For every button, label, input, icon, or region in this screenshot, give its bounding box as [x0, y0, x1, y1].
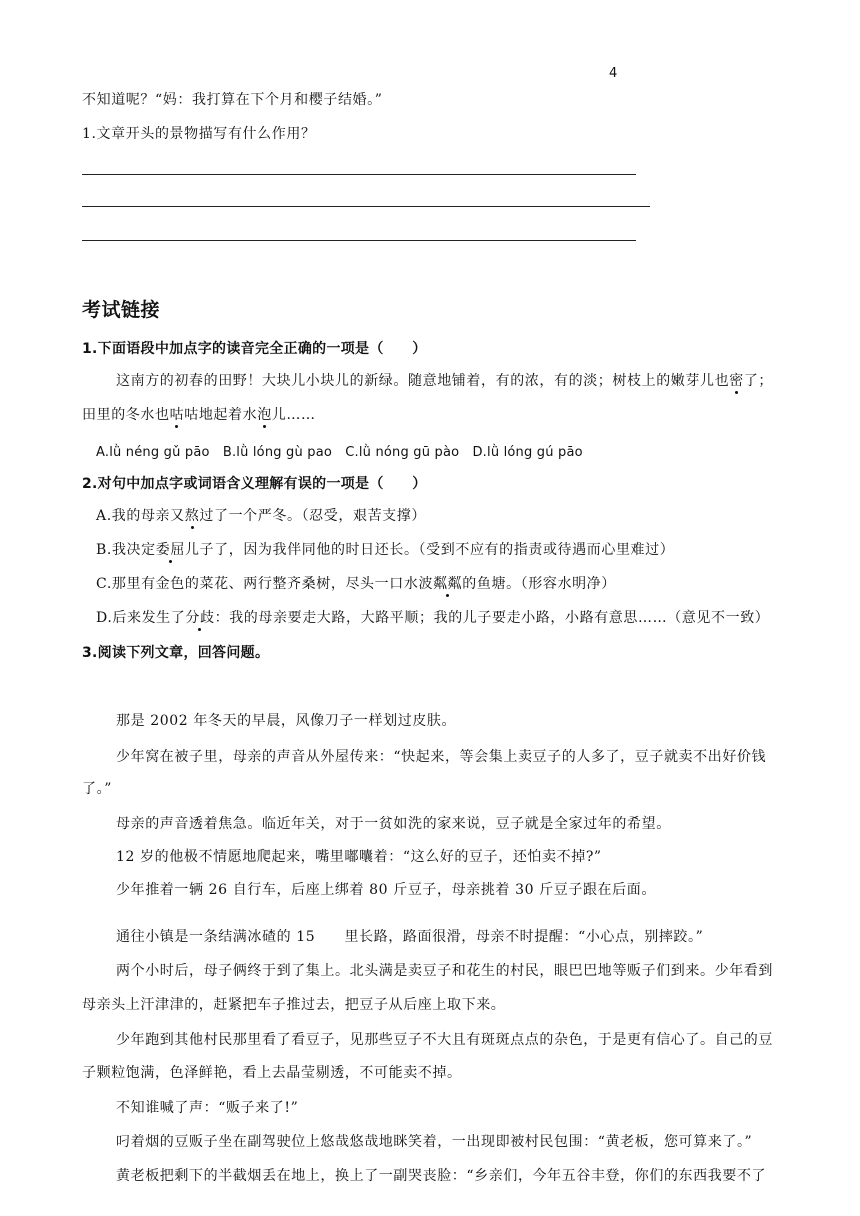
- answer-line-3: [82, 240, 636, 241]
- article-paragraph: 那是 2002 年冬天的早晨，风像刀子一样划过皮肤。: [116, 713, 457, 729]
- article-paragraph: 两个小时后，母子俩终于到了集上。北头满是卖豆子和花生的村民，眼巴巴地等贩子们到来。少年看到: [116, 963, 773, 979]
- dotted-char: 密: [729, 370, 744, 390]
- dotted-char: 粼粼: [433, 573, 462, 593]
- article-paragraph: 黄老板把剩下的半截烟丢在地上，换上了一副哭丧脸：“乡亲们，今年五谷丰登，你们的东西我要不了: [116, 1168, 767, 1184]
- q2-option-d: [96, 607, 769, 627]
- article-paragraph: 少年窝在被子里，母亲的声音从外屋传来：“快起来，等会集上卖豆子的人多了，豆子就卖不出好价钱: [116, 749, 767, 765]
- q1-options: A.lǜ néng gǔ pāo B.lǜ lóng gù pao C.lǜ nóng gū pào D.lǜ lóng gú pāo: [96, 445, 583, 460]
- intro-line: 不知道呢？“妈：我打算在下个月和樱子结婚。”: [82, 92, 383, 108]
- q1-passage-text: 咕地起着水: [184, 407, 258, 423]
- article-paragraph: 12 岁的他极不情愿地爬起来，嘴里嘟囔着：“这么好的豆子，还怕卖不掉?”: [116, 849, 602, 865]
- article-paragraph: 母亲的声音透着焦急。临近年关，对于一贫如洗的家来说，豆子就是全家过年的希望。: [116, 816, 671, 832]
- dotted-char: 分歧: [185, 607, 214, 627]
- q1-passage-text: 儿……: [271, 407, 316, 423]
- dotted-char: 委屈: [156, 539, 185, 559]
- article-paragraph: 少年跑到其他村民那里看了看豆子，见那些豆子不大且有斑斑点点的杂色，于是更有信心了。自己的豆: [116, 1032, 773, 1048]
- option-text: D.后来发生了: [96, 610, 186, 626]
- article-paragraph: 不知谁喊了声：“贩子来了!”: [116, 1100, 299, 1116]
- answer-line-1: [82, 174, 636, 175]
- answer-line-2: [82, 206, 650, 207]
- article-paragraph: 母亲头上汗津津的，赶紧把车子推过去，把豆子从后座上取下来。: [82, 997, 506, 1013]
- q2-option-b: [96, 539, 674, 559]
- dotted-char: 泡: [257, 404, 272, 424]
- q1-stem: 1.下面语段中加点字的读音完全正确的一项是（ ）: [82, 341, 427, 357]
- article-paragraph: 少年推着一辆 26 自行车，后座上绑着 80 斤豆子，母亲挑着 30 斤豆子跟在后面。: [116, 882, 656, 898]
- option-text: C.那里有金色的菜花、两行整齐桑树，尽头一口水波: [96, 576, 434, 592]
- option-text: ：我的母亲要走大路，大路平顺；我的儿子要走小路，小路有意思……（意见不一致）: [214, 610, 770, 626]
- q2-stem: 2.对句中加点字或词语含义理解有误的一项是（ ）: [82, 476, 427, 492]
- article-paragraph: 通往小镇是一条结满冰碴的 15 里长路，路面很滑，母亲不时提醒：“小心点，别摔跤。”: [116, 929, 704, 945]
- page-number: 4: [609, 66, 618, 81]
- option-text: B.我决定: [96, 542, 156, 558]
- dotted-char: 咕: [170, 404, 185, 424]
- option-text: 的鱼塘。（形容水明净）: [462, 576, 616, 592]
- option-text: A.我的母亲又: [96, 508, 185, 524]
- q1-passage-text: 这南方的初春的田野！大块儿小块儿的新绿。随意地铺着，有的浓，有的淡；树枝上的嫩芽儿也: [116, 373, 730, 389]
- article-paragraph: 子颗粒饱满，色泽鲜艳，看上去晶莹剔透，不可能卖不掉。: [82, 1065, 462, 1081]
- option-text: 儿子了，因为我伴同他的时日还长。（受到不应有的指责或待遇而心里难过）: [184, 542, 675, 558]
- article-paragraph: 了。”: [82, 781, 112, 797]
- q1-passage-line-1: [116, 370, 773, 390]
- article-paragraph: 叼着烟的豆贩子坐在副驾驶位上悠哉悠哉地眯笑着，一出现即被村民包围：“黄老板，您可算来了。”: [116, 1134, 753, 1150]
- dotted-char: 熬: [185, 505, 200, 525]
- q3-stem: 3.阅读下列文章，回答问题。: [82, 645, 270, 661]
- q1-passage-line-2: [82, 404, 316, 424]
- q2-option-a: [96, 505, 426, 525]
- intro-question: 1.文章开头的景物描写有什么作用？: [82, 126, 316, 142]
- q1-passage-text: 田里的冬水也: [82, 407, 170, 423]
- q2-option-c: [96, 573, 616, 593]
- q1-passage-text: 了；: [743, 373, 774, 389]
- section-title: 考试链接: [82, 299, 161, 321]
- option-text: 过了一个严冬。（忍受，艰苦支撑）: [199, 508, 426, 524]
